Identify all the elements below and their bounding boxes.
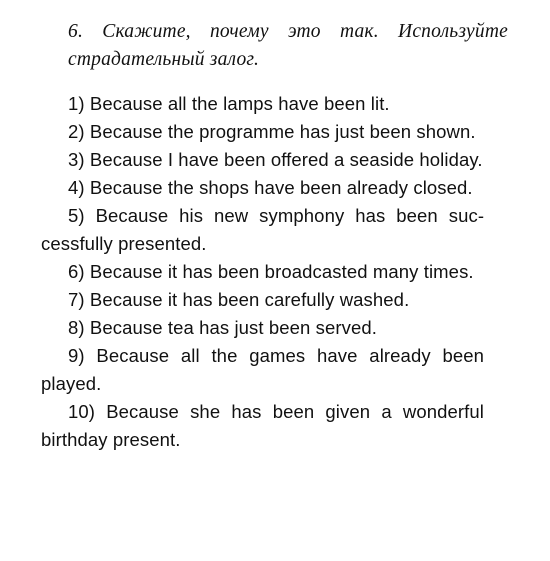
answer-item-1: 1) Because all the lamps have been lit. [68,93,390,114]
answer-item-7: 7) Because it has been carefully washed. [68,289,410,310]
answer-list [41,90,484,454]
answer-item-8: 8) Because tea has just been served. [68,317,378,338]
answer-item-3: 3) Because I have been offered a seaside holiday. [68,149,483,170]
answer-item-5: 5) Because his new symphony has been successfully presented. [41,205,484,254]
answer-item-10: 10) Because she has been given a wonderful birthday present. [41,401,484,450]
exercise-instruction: 6. Скажите, почему это так. Используйте страдательный залог. [68,21,508,70]
answer-item-9: 9) Because all the games have already been played. [41,345,484,394]
answer-item-2: 2) Because the programme has just been shown. [68,121,476,142]
answer-item-6: 6) Because it has been broadcasted many times. [68,261,474,282]
answer-item-4: 4) Because the shops have been already closed. [68,177,473,198]
